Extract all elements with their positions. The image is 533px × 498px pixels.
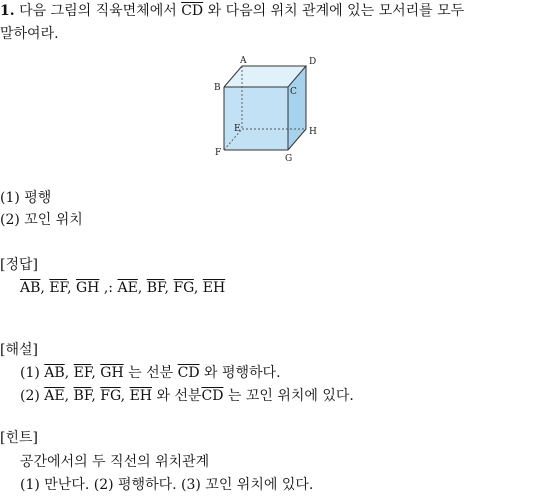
label-c: C: [290, 87, 297, 97]
segment-fg: $\overline{FG}$: [173, 280, 194, 296]
segment-fg: $\overline{FG}$: [100, 388, 121, 404]
segment-eh: $\overline{EH}$: [202, 280, 226, 296]
cuboid-figure: [210, 54, 330, 166]
sub-question-2: (2) 꼬인 위치: [0, 212, 83, 228]
answer-separator: ,:: [99, 280, 118, 296]
segment-gh: $\overline{GH}$: [75, 280, 100, 296]
sub-question-1: (1) 평행: [0, 190, 52, 206]
segment-eh: $\overline{EH}$: [129, 388, 153, 404]
segment-cd: $\overline{CD}$: [177, 365, 200, 381]
explanation-1-number: (1): [20, 365, 45, 381]
label-e: E: [234, 124, 241, 134]
question-line-2: 말하여라.: [0, 26, 59, 42]
segment-bf: $\overline{BF}$: [146, 280, 165, 296]
segment-ae: $\overline{AE}$: [117, 280, 138, 296]
question-text-post: 와 다음의 위치 관계에 있는 모서리를 모두: [203, 3, 465, 19]
label-a: A: [240, 56, 247, 66]
segment-cd: $\overline{CD}$: [181, 3, 204, 19]
question-text-pre: 다음 그림의 직육면체에서: [19, 3, 182, 19]
explanation-2-number: (2): [20, 388, 45, 404]
label-d: D: [309, 57, 317, 67]
segment-ab: $\overline{AB}$: [44, 365, 65, 381]
segment-ab: $\overline{AB}$: [20, 280, 41, 296]
question-number: 1.: [0, 3, 15, 19]
answer-line: $\overline{AB}$, $\overline{EF}$, $\overline{GH}$ ,: $\overline{AE}$, $\overline{BF}$, $\overline{FG}$, $\overline{EH}$: [20, 280, 226, 296]
segment-bf: $\overline{BF}$: [73, 388, 92, 404]
explanation-1-mid: 는 선분: [123, 365, 178, 381]
segment-gh: $\overline{GH}$: [100, 365, 124, 381]
hint-tag: [힌트]: [0, 430, 38, 446]
explanation-tag: [해설]: [0, 342, 38, 358]
explanation-2-end: 는 꼬인 위치에 있다.: [223, 388, 354, 404]
segment-cd: $\overline{CD}$: [201, 388, 224, 404]
label-g: G: [285, 154, 293, 164]
cube-front-face: [224, 87, 288, 150]
answer-tag: [정답]: [0, 257, 38, 273]
segment-ef: $\overline{EF}$: [49, 280, 68, 296]
segment-ae: $\overline{AE}$: [44, 388, 65, 404]
hint-line-1: 공간에서의 두 직선의 위치관계: [20, 454, 210, 470]
label-f: F: [215, 148, 222, 158]
explanation-line-1: (1) $\overline{AB}$, $\overline{EF}$, $\overline{GH}$ 는 선분 $\overline{CD}$ 와 평행하다.: [20, 365, 281, 381]
question-line-1: [0, 2, 464, 20]
label-h: H: [309, 127, 317, 137]
hint-line-2: (1) 만난다. (2) 평행하다. (3) 꼬인 위치에 있다.: [20, 477, 314, 493]
explanation-1-end: 와 평행하다.: [199, 365, 281, 381]
explanation-2-mid: 와 선분: [152, 388, 202, 404]
label-b: B: [214, 83, 221, 93]
explanation-line-2: (2) $\overline{AE}$, $\overline{BF}$, $\overline{FG}$, $\overline{EH}$ 와 선분$\overline{CD}$ 는 꼬인 위치에 있다.: [20, 388, 354, 404]
segment-ef: $\overline{EF}$: [73, 365, 92, 381]
